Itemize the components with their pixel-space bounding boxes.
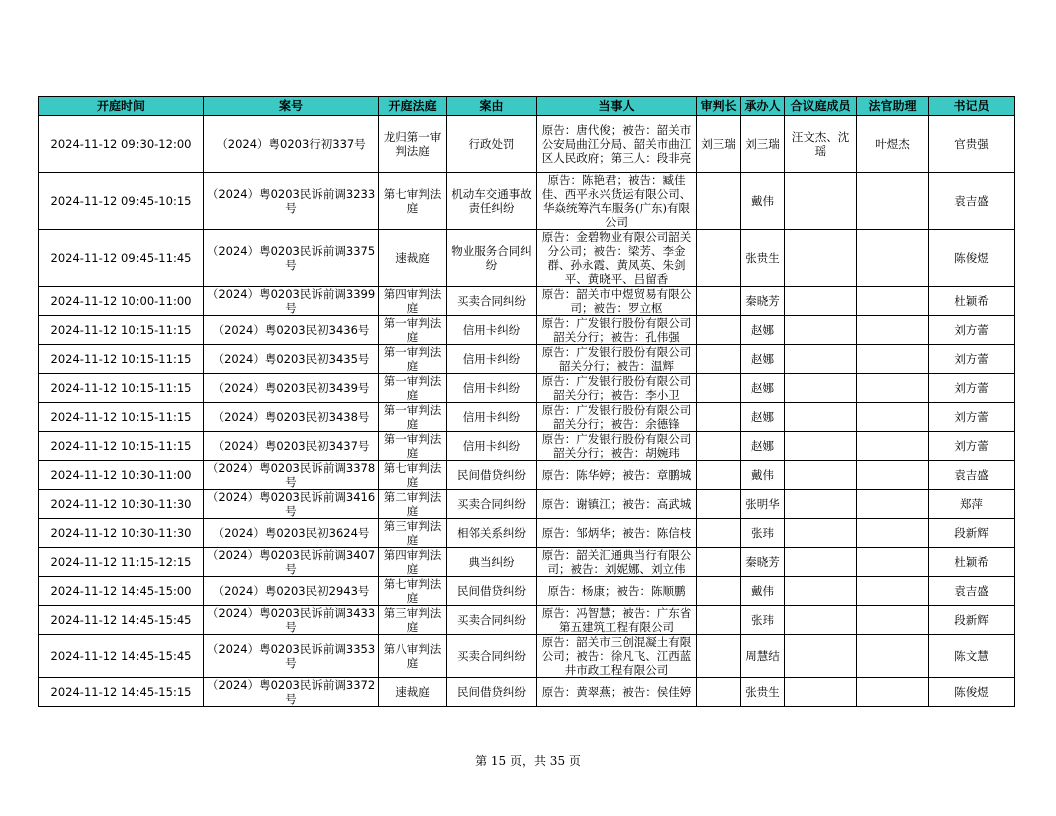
row-case-number: （2024）粤0203民诉前调3399号 bbox=[204, 287, 379, 316]
row-courtroom: 第四审判法庭 bbox=[379, 287, 447, 316]
table-row bbox=[39, 173, 1015, 230]
row-judge-assistant bbox=[857, 461, 929, 490]
row-clerk: 陈俊煜 bbox=[929, 230, 1015, 287]
row-judge-assistant bbox=[857, 173, 929, 230]
row-parties: 原告：韶关汇通典当行有限公司；被告：刘妮娜、刘立伟 bbox=[537, 548, 697, 577]
row-judge-assistant bbox=[857, 287, 929, 316]
row-cause: 信用卡纠纷 bbox=[447, 432, 537, 461]
row-courtroom: 第八审判法庭 bbox=[379, 635, 447, 678]
row-clerk: 刘方蕾 bbox=[929, 432, 1015, 461]
table-row bbox=[39, 230, 1015, 287]
row-parties: 原告：广发银行股份有限公司韶关分行；被告：温辉 bbox=[537, 345, 697, 374]
row-case-number: （2024）粤0203民初3435号 bbox=[204, 345, 379, 374]
table-row bbox=[39, 287, 1015, 316]
table-row bbox=[39, 403, 1015, 432]
header-presiding-judge: 审判长 bbox=[697, 97, 741, 116]
row-time: 2024-11-12 10:15-11:15 bbox=[39, 403, 204, 432]
row-judge-assistant bbox=[857, 374, 929, 403]
table-row bbox=[39, 432, 1015, 461]
row-parties: 原告：广发银行股份有限公司韶关分行；被告：李小卫 bbox=[537, 374, 697, 403]
row-time: 2024-11-12 09:45-11:45 bbox=[39, 230, 204, 287]
row-presiding-judge bbox=[697, 173, 741, 230]
table-row bbox=[39, 345, 1015, 374]
row-clerk: 段新辉 bbox=[929, 606, 1015, 635]
row-cause: 相邻关系纠纷 bbox=[447, 519, 537, 548]
row-judge-assistant bbox=[857, 519, 929, 548]
row-cause: 买卖合同纠纷 bbox=[447, 287, 537, 316]
row-cause: 物业服务合同纠纷 bbox=[447, 230, 537, 287]
header-cause: 案由 bbox=[447, 97, 537, 116]
row-judge-assistant bbox=[857, 230, 929, 287]
row-judge-assistant bbox=[857, 678, 929, 707]
row-presiding-judge bbox=[697, 316, 741, 345]
row-parties: 原告：广发银行股份有限公司韶关分行；被告：孔伟强 bbox=[537, 316, 697, 345]
page-footer: 第 15 页，共 35 页 bbox=[475, 754, 581, 768]
header-time: 开庭时间 bbox=[39, 97, 204, 116]
row-parties: 原告：陈艳君；被告：臧佳佳、西平永兴货运有限公司、华焱统筹汽车服务(广东)有限公司 bbox=[537, 173, 697, 230]
row-parties: 原告：广发银行股份有限公司韶关分行；被告：余德锋 bbox=[537, 403, 697, 432]
row-judge-assistant bbox=[857, 403, 929, 432]
row-panel-members bbox=[785, 490, 857, 519]
row-panel-members bbox=[785, 374, 857, 403]
header-panel-members: 合议庭成员 bbox=[785, 97, 857, 116]
row-judge-assistant bbox=[857, 490, 929, 519]
row-case-number: （2024）粤0203民诉前调3372号 bbox=[204, 678, 379, 707]
row-cause: 典当纠纷 bbox=[447, 548, 537, 577]
row-presiding-judge bbox=[697, 606, 741, 635]
row-handler: 张玮 bbox=[741, 519, 785, 548]
table-row bbox=[39, 316, 1015, 345]
row-case-number: （2024）粤0203民初3438号 bbox=[204, 403, 379, 432]
row-case-number: （2024）粤0203民诉前调3375号 bbox=[204, 230, 379, 287]
row-judge-assistant bbox=[857, 432, 929, 461]
row-handler: 张贵生 bbox=[741, 678, 785, 707]
row-case-number: （2024）粤0203民初3439号 bbox=[204, 374, 379, 403]
row-panel-members bbox=[785, 432, 857, 461]
row-handler: 赵娜 bbox=[741, 316, 785, 345]
row-handler: 赵娜 bbox=[741, 374, 785, 403]
row-judge-assistant bbox=[857, 548, 929, 577]
row-panel-members bbox=[785, 606, 857, 635]
row-panel-members bbox=[785, 678, 857, 707]
row-time: 2024-11-12 10:15-11:15 bbox=[39, 345, 204, 374]
row-handler: 戴伟 bbox=[741, 461, 785, 490]
row-clerk: 官贵强 bbox=[929, 116, 1015, 173]
row-case-number: （2024）粤0203行初337号 bbox=[204, 116, 379, 173]
row-handler: 赵娜 bbox=[741, 345, 785, 374]
row-case-number: （2024）粤0203民初3437号 bbox=[204, 432, 379, 461]
row-case-number: （2024）粤0203民初2943号 bbox=[204, 577, 379, 606]
row-case-number: （2024）粤0203民诉前调3353号 bbox=[204, 635, 379, 678]
row-parties: 原告：谢镇江；被告：高武城 bbox=[537, 490, 697, 519]
row-courtroom: 第一审判法庭 bbox=[379, 345, 447, 374]
row-cause: 信用卡纠纷 bbox=[447, 316, 537, 345]
row-panel-members bbox=[785, 461, 857, 490]
row-handler: 张玮 bbox=[741, 606, 785, 635]
row-presiding-judge bbox=[697, 432, 741, 461]
row-cause: 信用卡纠纷 bbox=[447, 345, 537, 374]
row-clerk: 郑萍 bbox=[929, 490, 1015, 519]
row-cause: 信用卡纠纷 bbox=[447, 374, 537, 403]
row-panel-members bbox=[785, 548, 857, 577]
row-presiding-judge bbox=[697, 678, 741, 707]
row-time: 2024-11-12 10:30-11:30 bbox=[39, 519, 204, 548]
row-parties: 原告：冯智慧；被告：广东省第五建筑工程有限公司 bbox=[537, 606, 697, 635]
row-parties: 原告：邹炳华；被告：陈信枝 bbox=[537, 519, 697, 548]
table-row bbox=[39, 606, 1015, 635]
row-clerk: 刘方蕾 bbox=[929, 403, 1015, 432]
table-header-row bbox=[39, 97, 1015, 116]
row-handler: 张贵生 bbox=[741, 230, 785, 287]
row-handler: 赵娜 bbox=[741, 403, 785, 432]
row-panel-members bbox=[785, 230, 857, 287]
row-time: 2024-11-12 10:15-11:15 bbox=[39, 374, 204, 403]
row-panel-members: 汪文杰、沈瑶 bbox=[785, 116, 857, 173]
row-courtroom: 第四审判法庭 bbox=[379, 548, 447, 577]
row-parties: 原告：陈华婷；被告：章鹏城 bbox=[537, 461, 697, 490]
row-panel-members bbox=[785, 577, 857, 606]
row-judge-assistant bbox=[857, 606, 929, 635]
row-time: 2024-11-12 09:45-10:15 bbox=[39, 173, 204, 230]
header-courtroom: 开庭法庭 bbox=[379, 97, 447, 116]
row-presiding-judge bbox=[697, 287, 741, 316]
row-clerk: 刘方蕾 bbox=[929, 374, 1015, 403]
row-presiding-judge bbox=[697, 490, 741, 519]
row-parties: 原告：韶关市中煜贸易有限公司；被告：罗立枢 bbox=[537, 287, 697, 316]
row-parties: 原告：杨康；被告：陈顺鹏 bbox=[537, 577, 697, 606]
table-row bbox=[39, 635, 1015, 678]
row-courtroom: 第七审判法庭 bbox=[379, 461, 447, 490]
row-panel-members bbox=[785, 403, 857, 432]
row-courtroom: 第三审判法庭 bbox=[379, 606, 447, 635]
row-case-number: （2024）粤0203民初3624号 bbox=[204, 519, 379, 548]
row-courtroom: 第七审判法庭 bbox=[379, 173, 447, 230]
row-time: 2024-11-12 10:30-11:30 bbox=[39, 490, 204, 519]
row-handler: 秦晓芳 bbox=[741, 287, 785, 316]
row-cause: 买卖合同纠纷 bbox=[447, 635, 537, 678]
row-clerk: 刘方蕾 bbox=[929, 316, 1015, 345]
table-body bbox=[39, 116, 1015, 707]
row-time: 2024-11-12 10:00-11:00 bbox=[39, 287, 204, 316]
row-case-number: （2024）粤0203民诉前调3433号 bbox=[204, 606, 379, 635]
header-handler: 承办人 bbox=[741, 97, 785, 116]
row-clerk: 杜颖希 bbox=[929, 548, 1015, 577]
row-cause: 民间借贷纠纷 bbox=[447, 678, 537, 707]
row-courtroom: 第一审判法庭 bbox=[379, 403, 447, 432]
row-clerk: 袁吉盛 bbox=[929, 461, 1015, 490]
row-panel-members bbox=[785, 316, 857, 345]
row-time: 2024-11-12 10:15-11:15 bbox=[39, 432, 204, 461]
row-time: 2024-11-12 14:45-15:15 bbox=[39, 678, 204, 707]
row-presiding-judge bbox=[697, 548, 741, 577]
row-parties: 原告：广发银行股份有限公司韶关分行；被告：胡婉玮 bbox=[537, 432, 697, 461]
table-row bbox=[39, 678, 1015, 707]
header-case-number: 案号 bbox=[204, 97, 379, 116]
row-judge-assistant bbox=[857, 316, 929, 345]
row-time: 2024-11-12 14:45-15:00 bbox=[39, 577, 204, 606]
row-handler: 张明华 bbox=[741, 490, 785, 519]
row-case-number: （2024）粤0203民诉前调3378号 bbox=[204, 461, 379, 490]
row-cause: 民间借贷纠纷 bbox=[447, 577, 537, 606]
row-presiding-judge bbox=[697, 230, 741, 287]
row-cause: 机动车交通事故责任纠纷 bbox=[447, 173, 537, 230]
row-courtroom: 速裁庭 bbox=[379, 678, 447, 707]
row-courtroom: 速裁庭 bbox=[379, 230, 447, 287]
row-courtroom: 第二审判法庭 bbox=[379, 490, 447, 519]
row-courtroom: 第一审判法庭 bbox=[379, 316, 447, 345]
row-cause: 行政处罚 bbox=[447, 116, 537, 173]
row-panel-members bbox=[785, 635, 857, 678]
row-handler: 周慧结 bbox=[741, 635, 785, 678]
row-parties: 原告：唐代俊；被告：韶关市公安局曲江分局、韶关市曲江区人民政府；第三人：段非亮 bbox=[537, 116, 697, 173]
row-presiding-judge bbox=[697, 519, 741, 548]
row-panel-members bbox=[785, 345, 857, 374]
row-presiding-judge bbox=[697, 635, 741, 678]
row-presiding-judge bbox=[697, 461, 741, 490]
row-courtroom: 第一审判法庭 bbox=[379, 374, 447, 403]
row-panel-members bbox=[785, 287, 857, 316]
row-judge-assistant: 叶煜杰 bbox=[857, 116, 929, 173]
row-time: 2024-11-12 09:30-12:00 bbox=[39, 116, 204, 173]
row-case-number: （2024）粤0203民诉前调3416号 bbox=[204, 490, 379, 519]
row-clerk: 杜颖希 bbox=[929, 287, 1015, 316]
table-row bbox=[39, 519, 1015, 548]
row-presiding-judge bbox=[697, 374, 741, 403]
table-row bbox=[39, 490, 1015, 519]
header-clerk: 书记员 bbox=[929, 97, 1015, 116]
row-judge-assistant bbox=[857, 577, 929, 606]
table-row bbox=[39, 577, 1015, 606]
row-courtroom: 第一审判法庭 bbox=[379, 432, 447, 461]
row-courtroom: 第三审判法庭 bbox=[379, 519, 447, 548]
row-handler: 刘三瑞 bbox=[741, 116, 785, 173]
row-cause: 买卖合同纠纷 bbox=[447, 606, 537, 635]
table-row bbox=[39, 461, 1015, 490]
row-courtroom: 龙归第一审判法庭 bbox=[379, 116, 447, 173]
court-schedule-table bbox=[38, 96, 1015, 707]
row-parties: 原告：韶关市三创混凝土有限公司；被告：徐凡飞、江西蓝井市政工程有限公司 bbox=[537, 635, 697, 678]
row-courtroom: 第七审判法庭 bbox=[379, 577, 447, 606]
row-time: 2024-11-12 10:30-11:00 bbox=[39, 461, 204, 490]
row-time: 2024-11-12 11:15-12:15 bbox=[39, 548, 204, 577]
row-cause: 买卖合同纠纷 bbox=[447, 490, 537, 519]
row-panel-members bbox=[785, 173, 857, 230]
row-clerk: 袁吉盛 bbox=[929, 577, 1015, 606]
table-row bbox=[39, 548, 1015, 577]
table-row bbox=[39, 374, 1015, 403]
row-clerk: 刘方蕾 bbox=[929, 345, 1015, 374]
row-cause: 信用卡纠纷 bbox=[447, 403, 537, 432]
header-judge-assistant: 法官助理 bbox=[857, 97, 929, 116]
row-presiding-judge: 刘三瑞 bbox=[697, 116, 741, 173]
row-judge-assistant bbox=[857, 345, 929, 374]
row-parties: 原告：黄翠燕；被告：侯佳婷 bbox=[537, 678, 697, 707]
table-row bbox=[39, 116, 1015, 173]
row-handler: 赵娜 bbox=[741, 432, 785, 461]
row-case-number: （2024）粤0203民诉前调3233号 bbox=[204, 173, 379, 230]
row-cause: 民间借贷纠纷 bbox=[447, 461, 537, 490]
row-presiding-judge bbox=[697, 403, 741, 432]
row-clerk: 袁吉盛 bbox=[929, 173, 1015, 230]
row-time: 2024-11-12 10:15-11:15 bbox=[39, 316, 204, 345]
row-handler: 戴伟 bbox=[741, 577, 785, 606]
row-clerk: 段新辉 bbox=[929, 519, 1015, 548]
row-judge-assistant bbox=[857, 635, 929, 678]
row-presiding-judge bbox=[697, 345, 741, 374]
row-handler: 秦晓芳 bbox=[741, 548, 785, 577]
row-presiding-judge bbox=[697, 577, 741, 606]
row-time: 2024-11-12 14:45-15:45 bbox=[39, 606, 204, 635]
row-clerk: 陈文慧 bbox=[929, 635, 1015, 678]
row-time: 2024-11-12 14:45-15:45 bbox=[39, 635, 204, 678]
row-handler: 戴伟 bbox=[741, 173, 785, 230]
row-parties: 原告：金碧物业有限公司韶关分公司；被告：梁芳、李金群、孙永霞、黄凤英、朱剑平、黄晓平、吕留香 bbox=[537, 230, 697, 287]
row-case-number: （2024）粤0203民诉前调3407号 bbox=[204, 548, 379, 577]
row-clerk: 陈俊煜 bbox=[929, 678, 1015, 707]
row-case-number: （2024）粤0203民初3436号 bbox=[204, 316, 379, 345]
row-panel-members bbox=[785, 519, 857, 548]
header-parties: 当事人 bbox=[537, 97, 697, 116]
